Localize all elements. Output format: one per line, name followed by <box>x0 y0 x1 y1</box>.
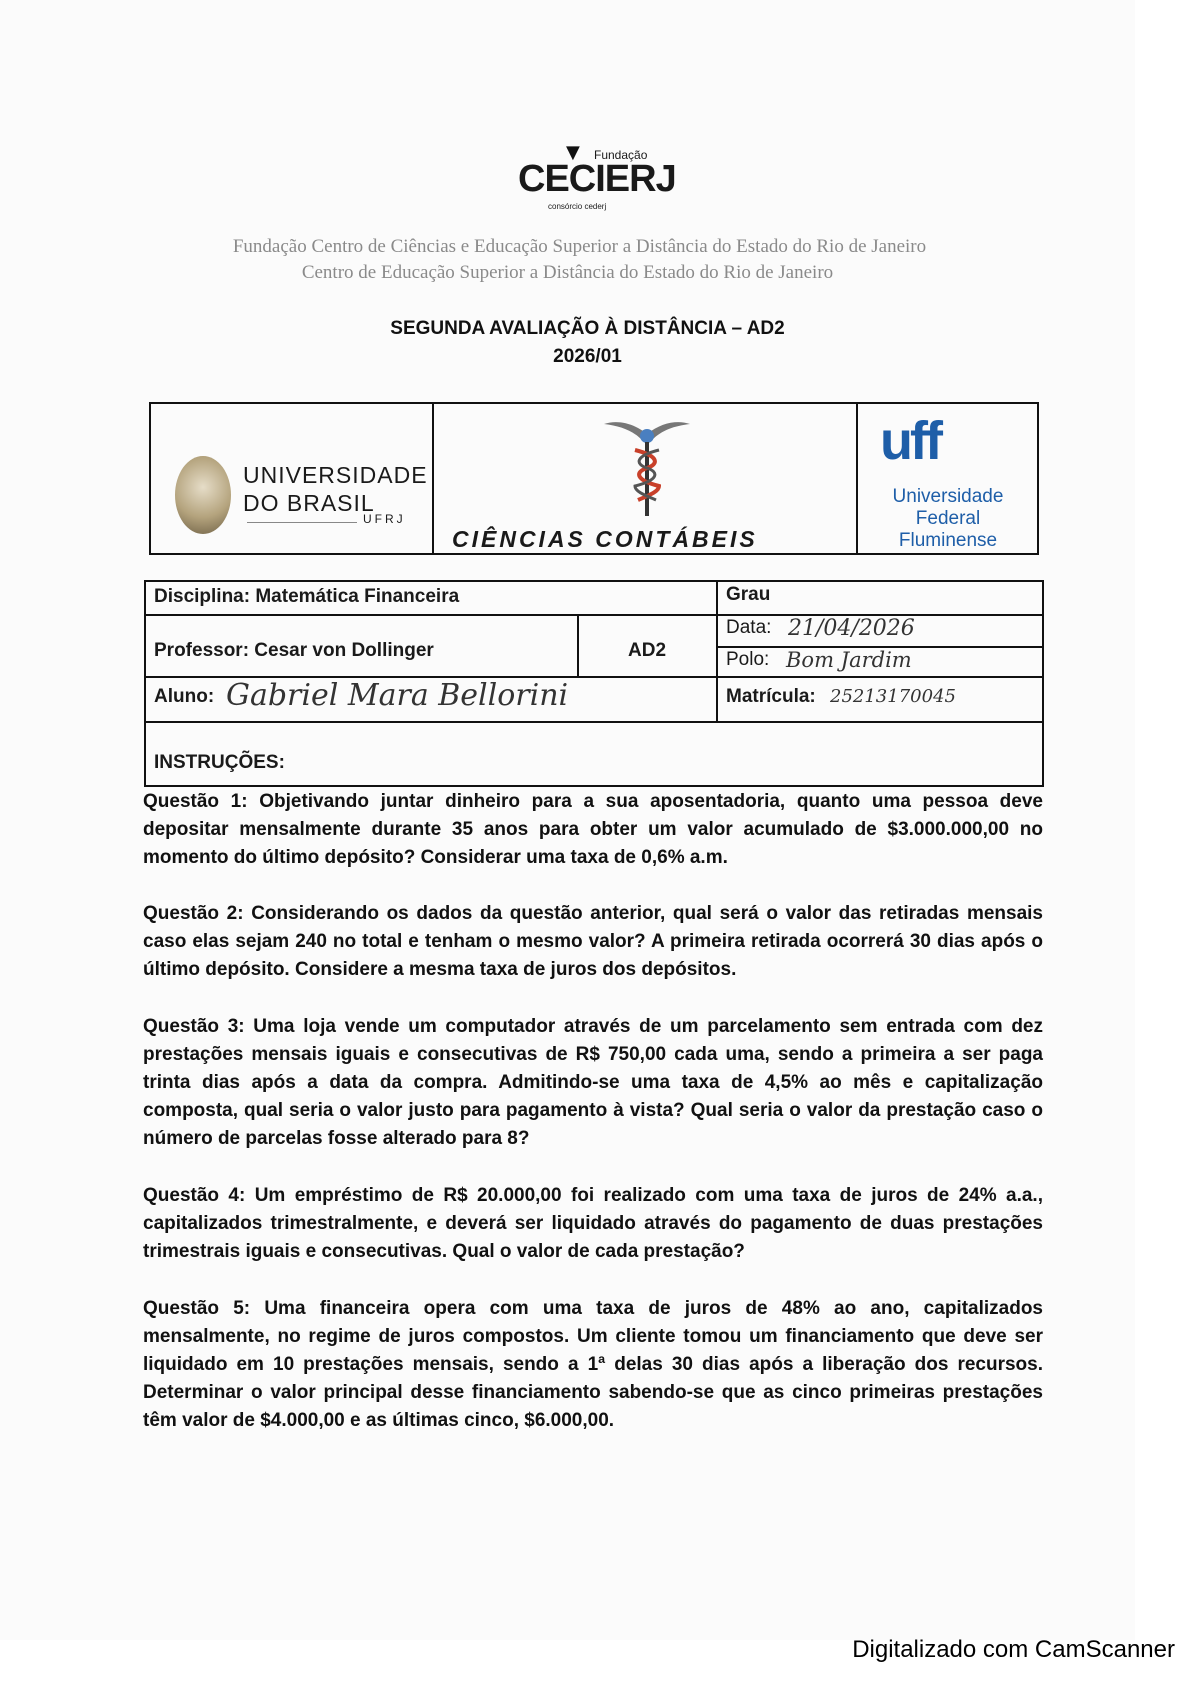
matricula-value: 25213170045 <box>830 686 956 707</box>
institution-line-2: Centro de Educação Superior a Distância do Estado do Rio de Janeiro <box>301 262 834 283</box>
polo-label: Polo: <box>726 649 770 670</box>
exam-title: SEGUNDA AVALIAÇÃO À DISTÂNCIA – AD2 <box>390 318 785 339</box>
course-cell <box>432 404 858 553</box>
disciplina-label: Disciplina: Matemática Financeira <box>154 586 460 607</box>
ub-line-2: DO BRASIL <box>243 490 375 516</box>
exam-period: 2026/01 <box>553 346 622 367</box>
question-1: Questão 1: Objetivando juntar dinheiro para a sua aposentadoria, quanto uma pessoa deve depositar mensalmente durante 35 anos para obter um valor acumulado de $3.000.000,00 no momento do último depósito? Considerar uma taxa de 0,6% a.m. <box>143 791 1043 868</box>
caduceus-icon <box>602 416 692 521</box>
uff-line-1: Universidade <box>892 486 1004 507</box>
question-3: Questão 3: Uma loja vende um computador através de um parcelamento sem entrada com dez prestações mensais iguais e consecutivas de R$ 750,00 cada uma, sendo a primeira a ser paga trinta dias após a data da compra. Admitindo-se uma taxa de 4,5% ao mês e capitalização composta, qual seria o valor justo para pagamento à vista? Qual seria o valor da prestação caso o número de parcelas fosse alterado para 8? <box>143 1016 1043 1149</box>
ub-line-1: UNIVERSIDADE <box>243 462 428 488</box>
uff-line-3: Fluminense <box>898 530 998 551</box>
logo-fundacao: Fundação <box>594 148 648 162</box>
professor-label: Professor: Cesar von Dollinger <box>154 640 434 661</box>
instrucoes-label: INSTRUÇÕES: <box>154 752 285 773</box>
polo-value: Bom Jardim <box>786 648 912 672</box>
ufrj-cell <box>151 404 434 553</box>
camscanner-watermark: Digitalizado com CamScanner <box>852 1636 1175 1663</box>
matricula-label: Matrícula: <box>726 686 816 707</box>
cecierj-arrow-icon: ▼ <box>566 142 580 163</box>
ufrj-seal-icon <box>175 456 231 534</box>
uff-cell <box>858 404 1038 553</box>
aluno-value: Gabriel Mara Bellorini <box>226 678 569 713</box>
ufrj-divider <box>247 522 357 523</box>
question-4: Questão 4: Um empréstimo de R$ 20.000,00 foi realizado com uma taxa de juros de 24% a.a., capitalizados trimestralmente, e deverá ser liquidado através do pagamento de duas prestações trimestrais iguais e consecutivas. Qual o valor de cada prestação? <box>143 1185 1043 1262</box>
grau-label: Grau <box>726 584 771 605</box>
aluno-label: Aluno: <box>154 686 215 707</box>
ad2-label: AD2 <box>628 640 667 661</box>
course-name: CIÊNCIAS CONTÁBEIS <box>452 526 758 552</box>
uff-logo-icon: uff <box>880 411 940 471</box>
logo-brand: CECIERJ <box>518 158 676 200</box>
data-value: 21/04/2026 <box>788 616 915 641</box>
question-5: Questão 5: Uma financeira opera com uma taxa de juros de 48% ao ano, capitalizados mensalmente, no regime de juros compostos. Um cliente tomou um financiamento que deve ser liquidado em 10 prestações mensais, sendo a 1ª delas 30 dias após a liberação dos recursos. Determinar o valor principal desse financiamento sabendo-se que as cinco primeiras prestações têm valor de $4.000,00 e as últimas cinco, $6.000,00. <box>143 1298 1043 1431</box>
institution-line-1: Fundação Centro de Ciências e Educação Superior a Distância do Estado do Rio de Janeiro <box>232 236 927 257</box>
cecierj-logo <box>518 140 676 211</box>
uff-line-2: Federal <box>915 508 981 529</box>
logo-consortium: consórcio cederj <box>548 202 607 211</box>
info-table <box>144 580 1044 787</box>
data-label: Data: <box>726 617 772 638</box>
question-2: Questão 2: Considerando os dados da questão anterior, qual será o valor das retiradas mensais caso elas sejam 240 no total e tenham o mesmo valor? A primeira retirada ocorrerá 30 dias após o último depósito. Considere a mesma taxa de juros dos depósitos. <box>143 903 1043 980</box>
ufrj-label: UFRJ <box>363 512 406 526</box>
header-logos-box <box>149 402 1039 555</box>
